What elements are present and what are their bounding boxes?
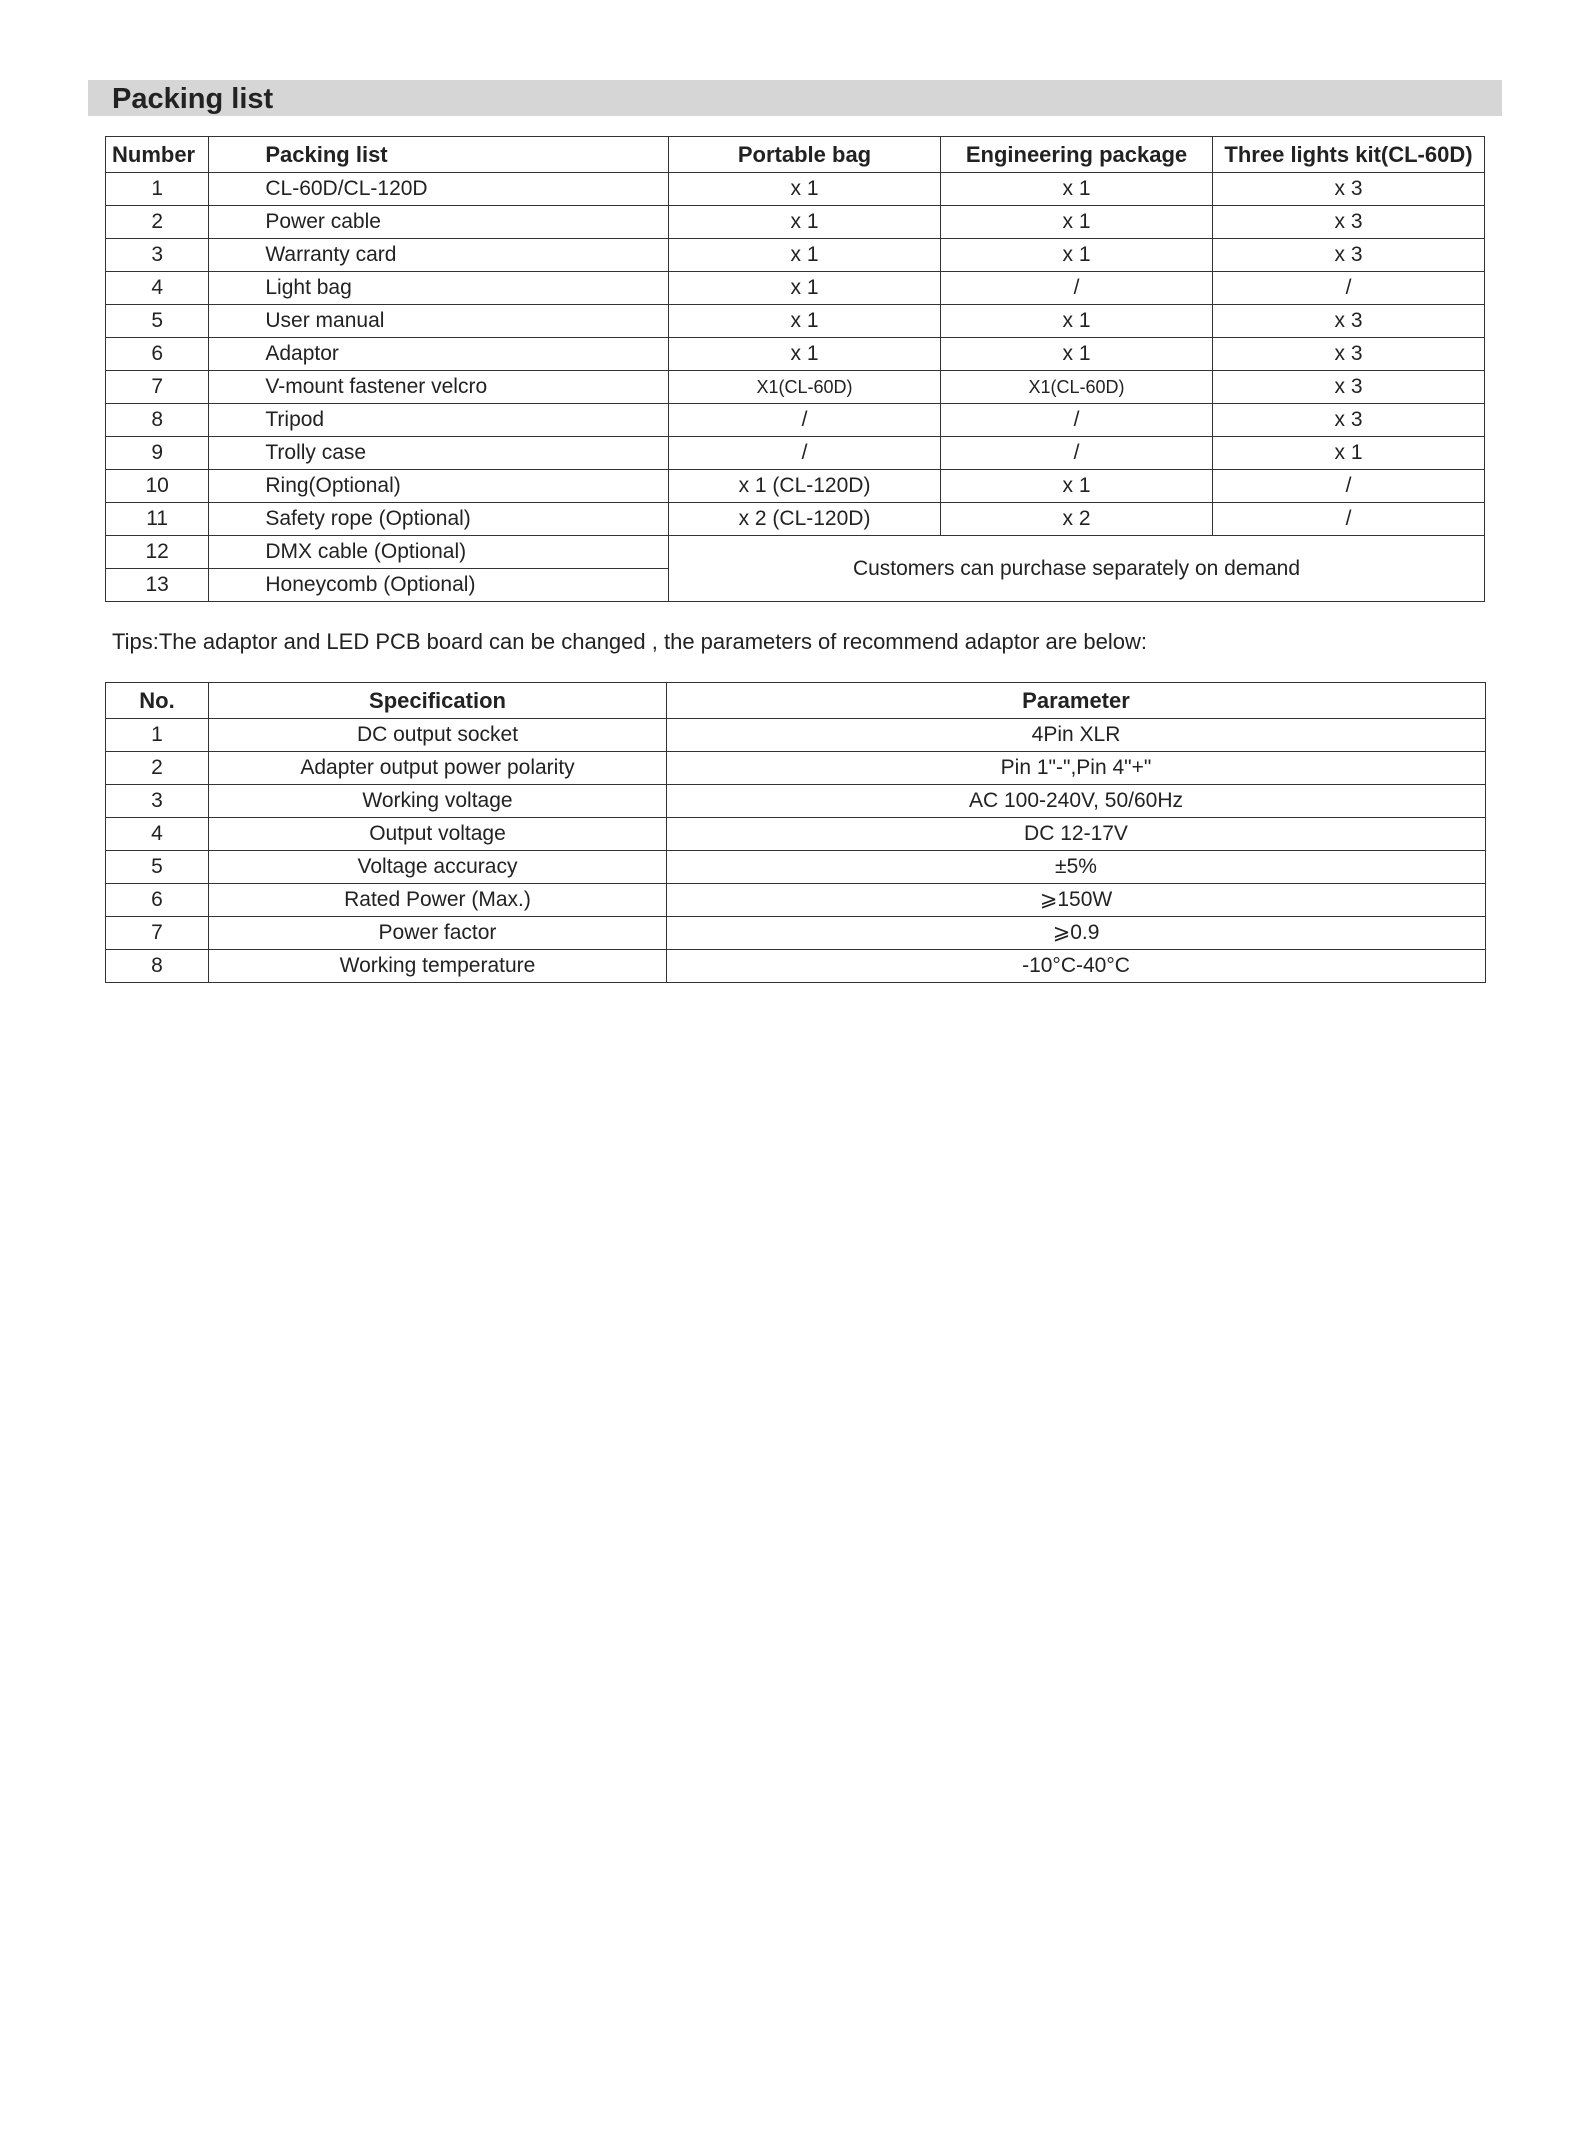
cell-three-kit: x 3 (1212, 173, 1484, 206)
table-row (106, 752, 1486, 785)
cell-three-kit: / (1212, 272, 1484, 305)
cell-item: Safety rope (Optional) (209, 503, 669, 536)
table-row (106, 818, 1486, 851)
table-row (106, 338, 1485, 371)
cell-portable: x 1 (669, 239, 941, 272)
tips-text: Tips:The adaptor and LED PCB board can be changed , the parameters of recommend adaptor are below: (112, 629, 1148, 654)
table-row (106, 503, 1485, 536)
spec-header-row (106, 683, 1486, 719)
table-row (106, 884, 1486, 917)
cell-item: CL-60D/CL-120D (209, 173, 669, 206)
cell-no: 4 (106, 818, 209, 851)
cell-engineering: x 1 (941, 338, 1213, 371)
cell-item: Warranty card (209, 239, 669, 272)
cell-number: 2 (106, 206, 209, 239)
cell-item: Power cable (209, 206, 669, 239)
cell-portable: / (669, 437, 941, 470)
cell-param: -10°C-40°C (667, 950, 1486, 983)
cell-number: 9 (106, 437, 209, 470)
cell-item: Light bag (209, 272, 669, 305)
cell-no: 7 (106, 917, 209, 950)
section-title: Packing list (88, 80, 1502, 116)
header-no: No. (106, 683, 209, 719)
header-packing-list: Packing list (209, 137, 669, 173)
table-row (106, 917, 1486, 950)
cell-three-kit: x 3 (1212, 338, 1484, 371)
table-row (106, 239, 1485, 272)
cell-param: ⩾0.9 (667, 917, 1486, 950)
cell-no: 2 (106, 752, 209, 785)
cell-three-kit: x 1 (1212, 437, 1484, 470)
cell-no: 5 (106, 851, 209, 884)
cell-engineering: / (941, 404, 1213, 437)
table-row (106, 950, 1486, 983)
cell-number: 5 (106, 305, 209, 338)
cell-three-kit: x 3 (1212, 371, 1484, 404)
cell-engineering: x 1 (941, 173, 1213, 206)
packing-header-row (106, 137, 1485, 173)
packing-list-table (105, 136, 1485, 602)
header-three-lights-kit: Three lights kit(CL-60D) (1212, 137, 1484, 173)
table-row (106, 437, 1485, 470)
cell-engineering: x 1 (941, 239, 1213, 272)
cell-param: Pin 1"-",Pin 4"+" (667, 752, 1486, 785)
cell-param: ±5% (667, 851, 1486, 884)
cell-param: DC 12-17V (667, 818, 1486, 851)
cell-spec: Working temperature (209, 950, 667, 983)
cell-engineering: / (941, 437, 1213, 470)
cell-portable: / (669, 404, 941, 437)
cell-engineering: x 1 (941, 305, 1213, 338)
cell-number: 3 (106, 239, 209, 272)
cell-param: ⩾150W (667, 884, 1486, 917)
cell-item: Trolly case (209, 437, 669, 470)
cell-portable: x 1 (669, 173, 941, 206)
header-specification: Specification (209, 683, 667, 719)
cell-number: 7 (106, 371, 209, 404)
cell-three-kit: / (1212, 470, 1484, 503)
cell-param: 4Pin XLR (667, 719, 1486, 752)
cell-number: 1 (106, 173, 209, 206)
table-row (106, 470, 1485, 503)
cell-engineering: x 2 (941, 503, 1213, 536)
cell-item: Honeycomb (Optional) (209, 569, 669, 602)
cell-three-kit: x 3 (1212, 239, 1484, 272)
table-row (106, 272, 1485, 305)
table-row (106, 371, 1485, 404)
cell-item: Tripod (209, 404, 669, 437)
table-row (106, 536, 1485, 569)
cell-portable: x 1 (669, 338, 941, 371)
cell-portable: x 2 (CL-120D) (669, 503, 941, 536)
cell-item: Adaptor (209, 338, 669, 371)
table-row (106, 719, 1486, 752)
cell-param: AC 100-240V, 50/60Hz (667, 785, 1486, 818)
table-row (106, 305, 1485, 338)
cell-three-kit: x 3 (1212, 206, 1484, 239)
cell-number: 8 (106, 404, 209, 437)
header-parameter: Parameter (667, 683, 1486, 719)
cell-number: 12 (106, 536, 209, 569)
table-row (106, 851, 1486, 884)
cell-number: 4 (106, 272, 209, 305)
cell-spec: Working voltage (209, 785, 667, 818)
cell-item: DMX cable (Optional) (209, 536, 669, 569)
cell-item: V-mount fastener velcro (209, 371, 669, 404)
table-row (106, 173, 1485, 206)
cell-engineering: x 1 (941, 206, 1213, 239)
cell-spec: Voltage accuracy (209, 851, 667, 884)
cell-number: 10 (106, 470, 209, 503)
cell-spec: Power factor (209, 917, 667, 950)
cell-portable: x 1 (669, 305, 941, 338)
cell-number: 11 (106, 503, 209, 536)
cell-portable: x 1 (669, 272, 941, 305)
cell-portable: x 1 (669, 206, 941, 239)
cell-three-kit: x 3 (1212, 404, 1484, 437)
table-row (106, 206, 1485, 239)
adaptor-spec-table (105, 682, 1486, 983)
cell-engineering: X1(CL-60D) (941, 371, 1213, 404)
cell-spec: DC output socket (209, 719, 667, 752)
cell-item: Ring(Optional) (209, 470, 669, 503)
header-portable-bag: Portable bag (669, 137, 941, 173)
cell-engineering: x 1 (941, 470, 1213, 503)
cell-spec: Adapter output power polarity (209, 752, 667, 785)
cell-number: 13 (106, 569, 209, 602)
cell-item: User manual (209, 305, 669, 338)
cell-engineering: / (941, 272, 1213, 305)
cell-number: 6 (106, 338, 209, 371)
merged-note-cell: Customers can purchase separately on demand (669, 536, 1485, 602)
table-row (106, 785, 1486, 818)
cell-three-kit: / (1212, 503, 1484, 536)
header-number: Number (106, 137, 209, 173)
table-row (106, 404, 1485, 437)
cell-spec: Output voltage (209, 818, 667, 851)
cell-three-kit: x 3 (1212, 305, 1484, 338)
cell-no: 1 (106, 719, 209, 752)
cell-spec: Rated Power (Max.) (209, 884, 667, 917)
cell-portable: x 1 (CL-120D) (669, 470, 941, 503)
cell-no: 6 (106, 884, 209, 917)
cell-portable: X1(CL-60D) (669, 371, 941, 404)
header-engineering-package: Engineering package (941, 137, 1213, 173)
cell-no: 8 (106, 950, 209, 983)
cell-no: 3 (106, 785, 209, 818)
